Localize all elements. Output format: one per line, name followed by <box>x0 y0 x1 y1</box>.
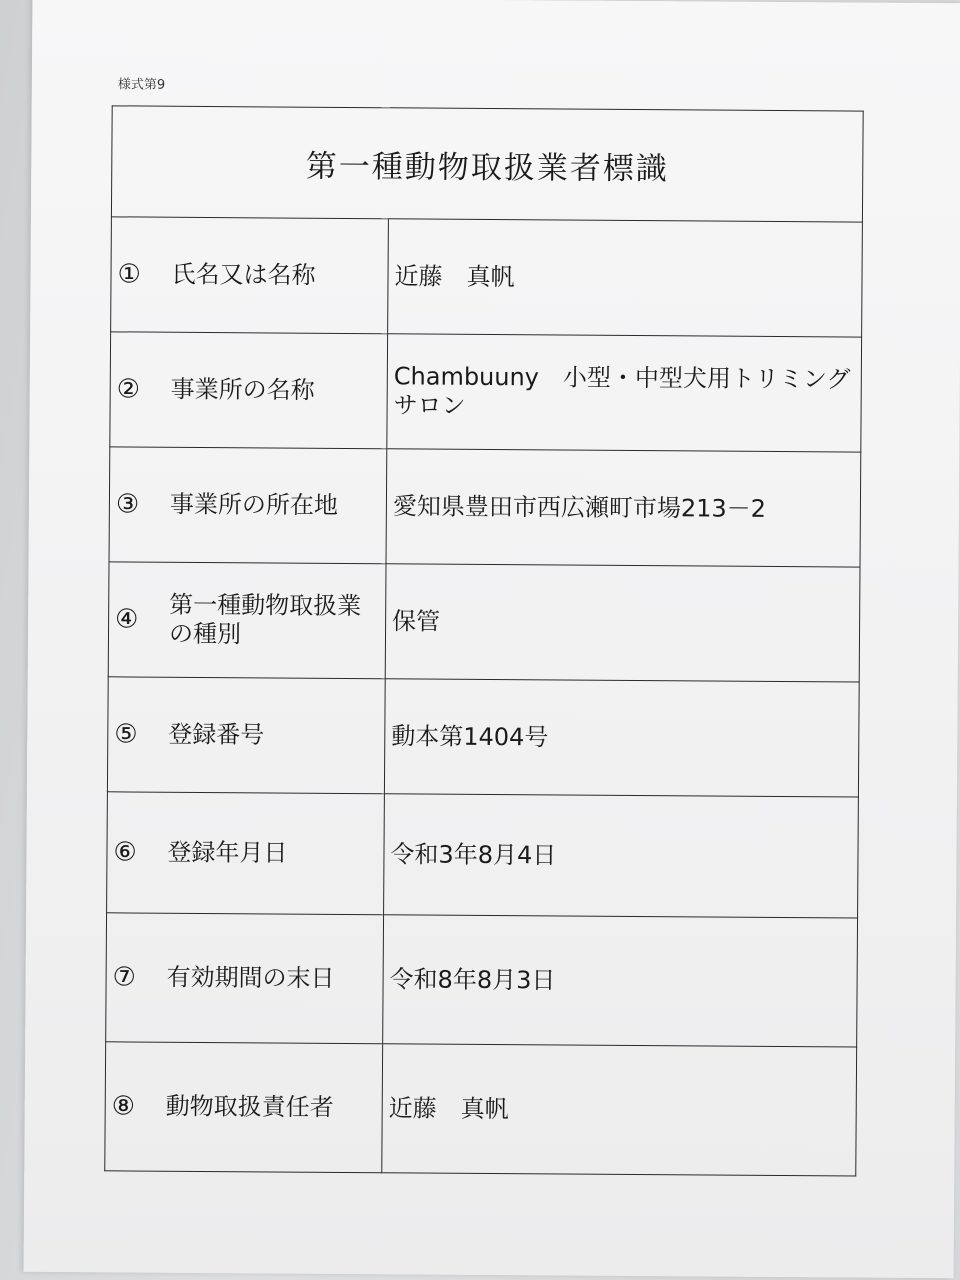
sign-table <box>104 105 863 1176</box>
item-label: 有効期間の末日 <box>166 963 335 993</box>
label-cell <box>107 792 385 915</box>
item-number: ⑥ <box>113 837 137 868</box>
label-cell <box>106 913 384 1044</box>
table-row <box>111 217 863 337</box>
item-number: ① <box>117 259 141 290</box>
item-number: ② <box>116 374 141 405</box>
paper-sheet <box>24 0 960 1278</box>
item-number: ③ <box>115 489 140 520</box>
table-row <box>107 677 859 797</box>
item-value: 愛知県豊田市西広瀬町市場213－2 <box>386 449 861 567</box>
item-value: 動本第1404号 <box>384 679 859 797</box>
table-row <box>108 562 860 682</box>
item-value: 近藤 真帆 <box>388 219 863 337</box>
label-cell <box>107 677 385 794</box>
table-row <box>110 332 862 452</box>
table-row <box>105 1042 857 1176</box>
item-number: ⑤ <box>114 719 138 750</box>
item-value: 近藤 真帆 <box>382 1044 857 1176</box>
item-label: 第一種動物取扱業の種別 <box>168 590 362 649</box>
label-cell <box>110 332 388 449</box>
item-value: 令和8年8月3日 <box>383 915 858 1047</box>
item-label: 登録年月日 <box>167 838 288 868</box>
title-row <box>111 106 863 222</box>
label-cell <box>105 1042 383 1173</box>
item-number: ④ <box>115 604 139 635</box>
item-value: Chambuuny 小型・中型犬用トリミングサロン <box>387 334 862 452</box>
item-number: ⑦ <box>112 962 137 993</box>
item-label: 登録番号 <box>168 720 265 749</box>
table-row <box>106 913 858 1047</box>
table-row <box>109 447 861 567</box>
document-title: 第一種動物取扱業者標識 <box>111 106 863 222</box>
label-cell <box>109 447 387 564</box>
item-label: 動物取扱責任者 <box>165 1092 334 1122</box>
item-label: 事業所の所在地 <box>169 490 339 520</box>
label-cell <box>108 562 386 679</box>
item-label: 氏名又は名称 <box>171 260 316 290</box>
item-label: 事業所の名称 <box>170 375 315 405</box>
label-cell <box>111 217 389 334</box>
item-value: 保管 <box>385 564 860 682</box>
item-number: ⑧ <box>111 1091 136 1122</box>
table-row <box>107 792 859 918</box>
form-number: 様式第9 <box>117 77 166 93</box>
item-value: 令和3年8月4日 <box>384 794 859 918</box>
